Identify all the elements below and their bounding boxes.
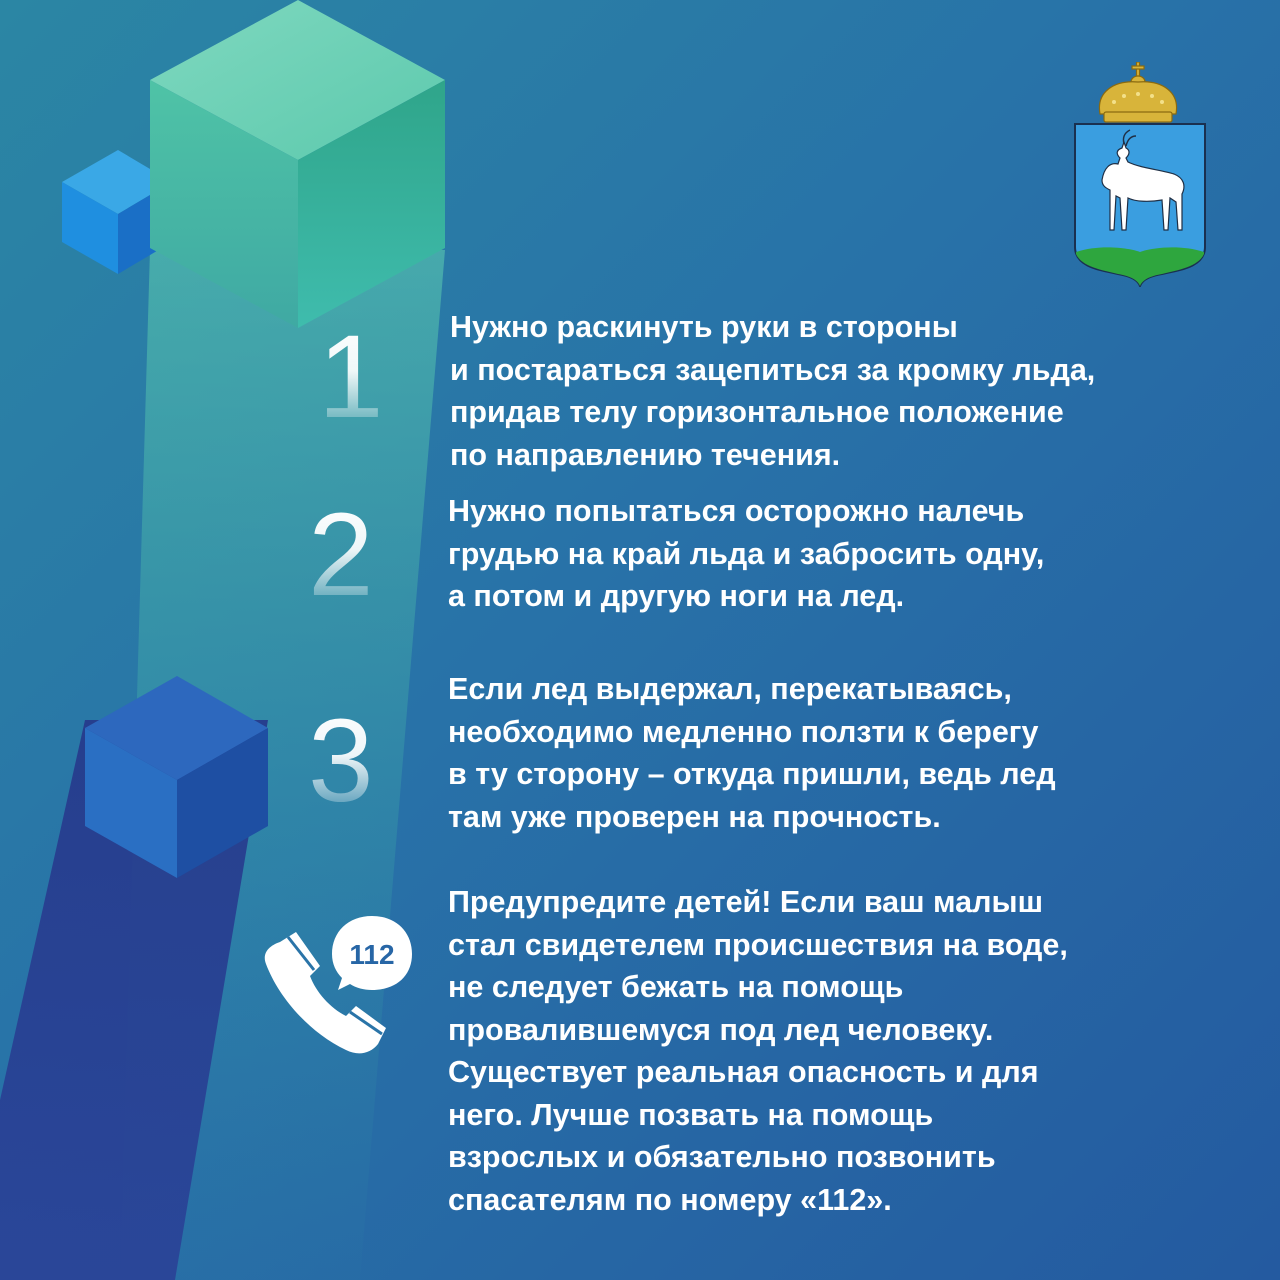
warning-text: Предупредите детей! Если ваш малыш стал свидетелем происшествия на воде, не следует бежать на помощь провалившемуся под лед человеку. Существует реальная опасность и для него. Лучше позвать на помощь взрослых и обязательно позвонить спасателям по номеру «112». xyxy=(448,885,1068,1217)
step-2-text: Нужно попытаться осторожно налечь грудью на край льда и забросить одну, а потом и другую ноги на лед. xyxy=(448,494,1045,613)
step-2-number: 2 xyxy=(308,489,374,621)
samara-coat-of-arms-icon xyxy=(1070,62,1210,287)
phone-handset-icon xyxy=(258,910,418,1060)
step-3-number: 3 xyxy=(308,695,374,827)
step-1-text: Нужно раскинуть руки в стороны и постараться зацепиться за кромку льда, придав телу горизонтальное положение по направлению течения. xyxy=(450,310,1096,472)
phone-badge-number: 112 xyxy=(349,939,395,970)
step-3-text: Если лед выдержал, перекатываясь, необходимо медленно ползти к берегу в ту сторону – откуда пришли, ведь лед там уже проверен на прочность. xyxy=(448,672,1056,834)
step-1-number: 1 xyxy=(318,311,384,443)
